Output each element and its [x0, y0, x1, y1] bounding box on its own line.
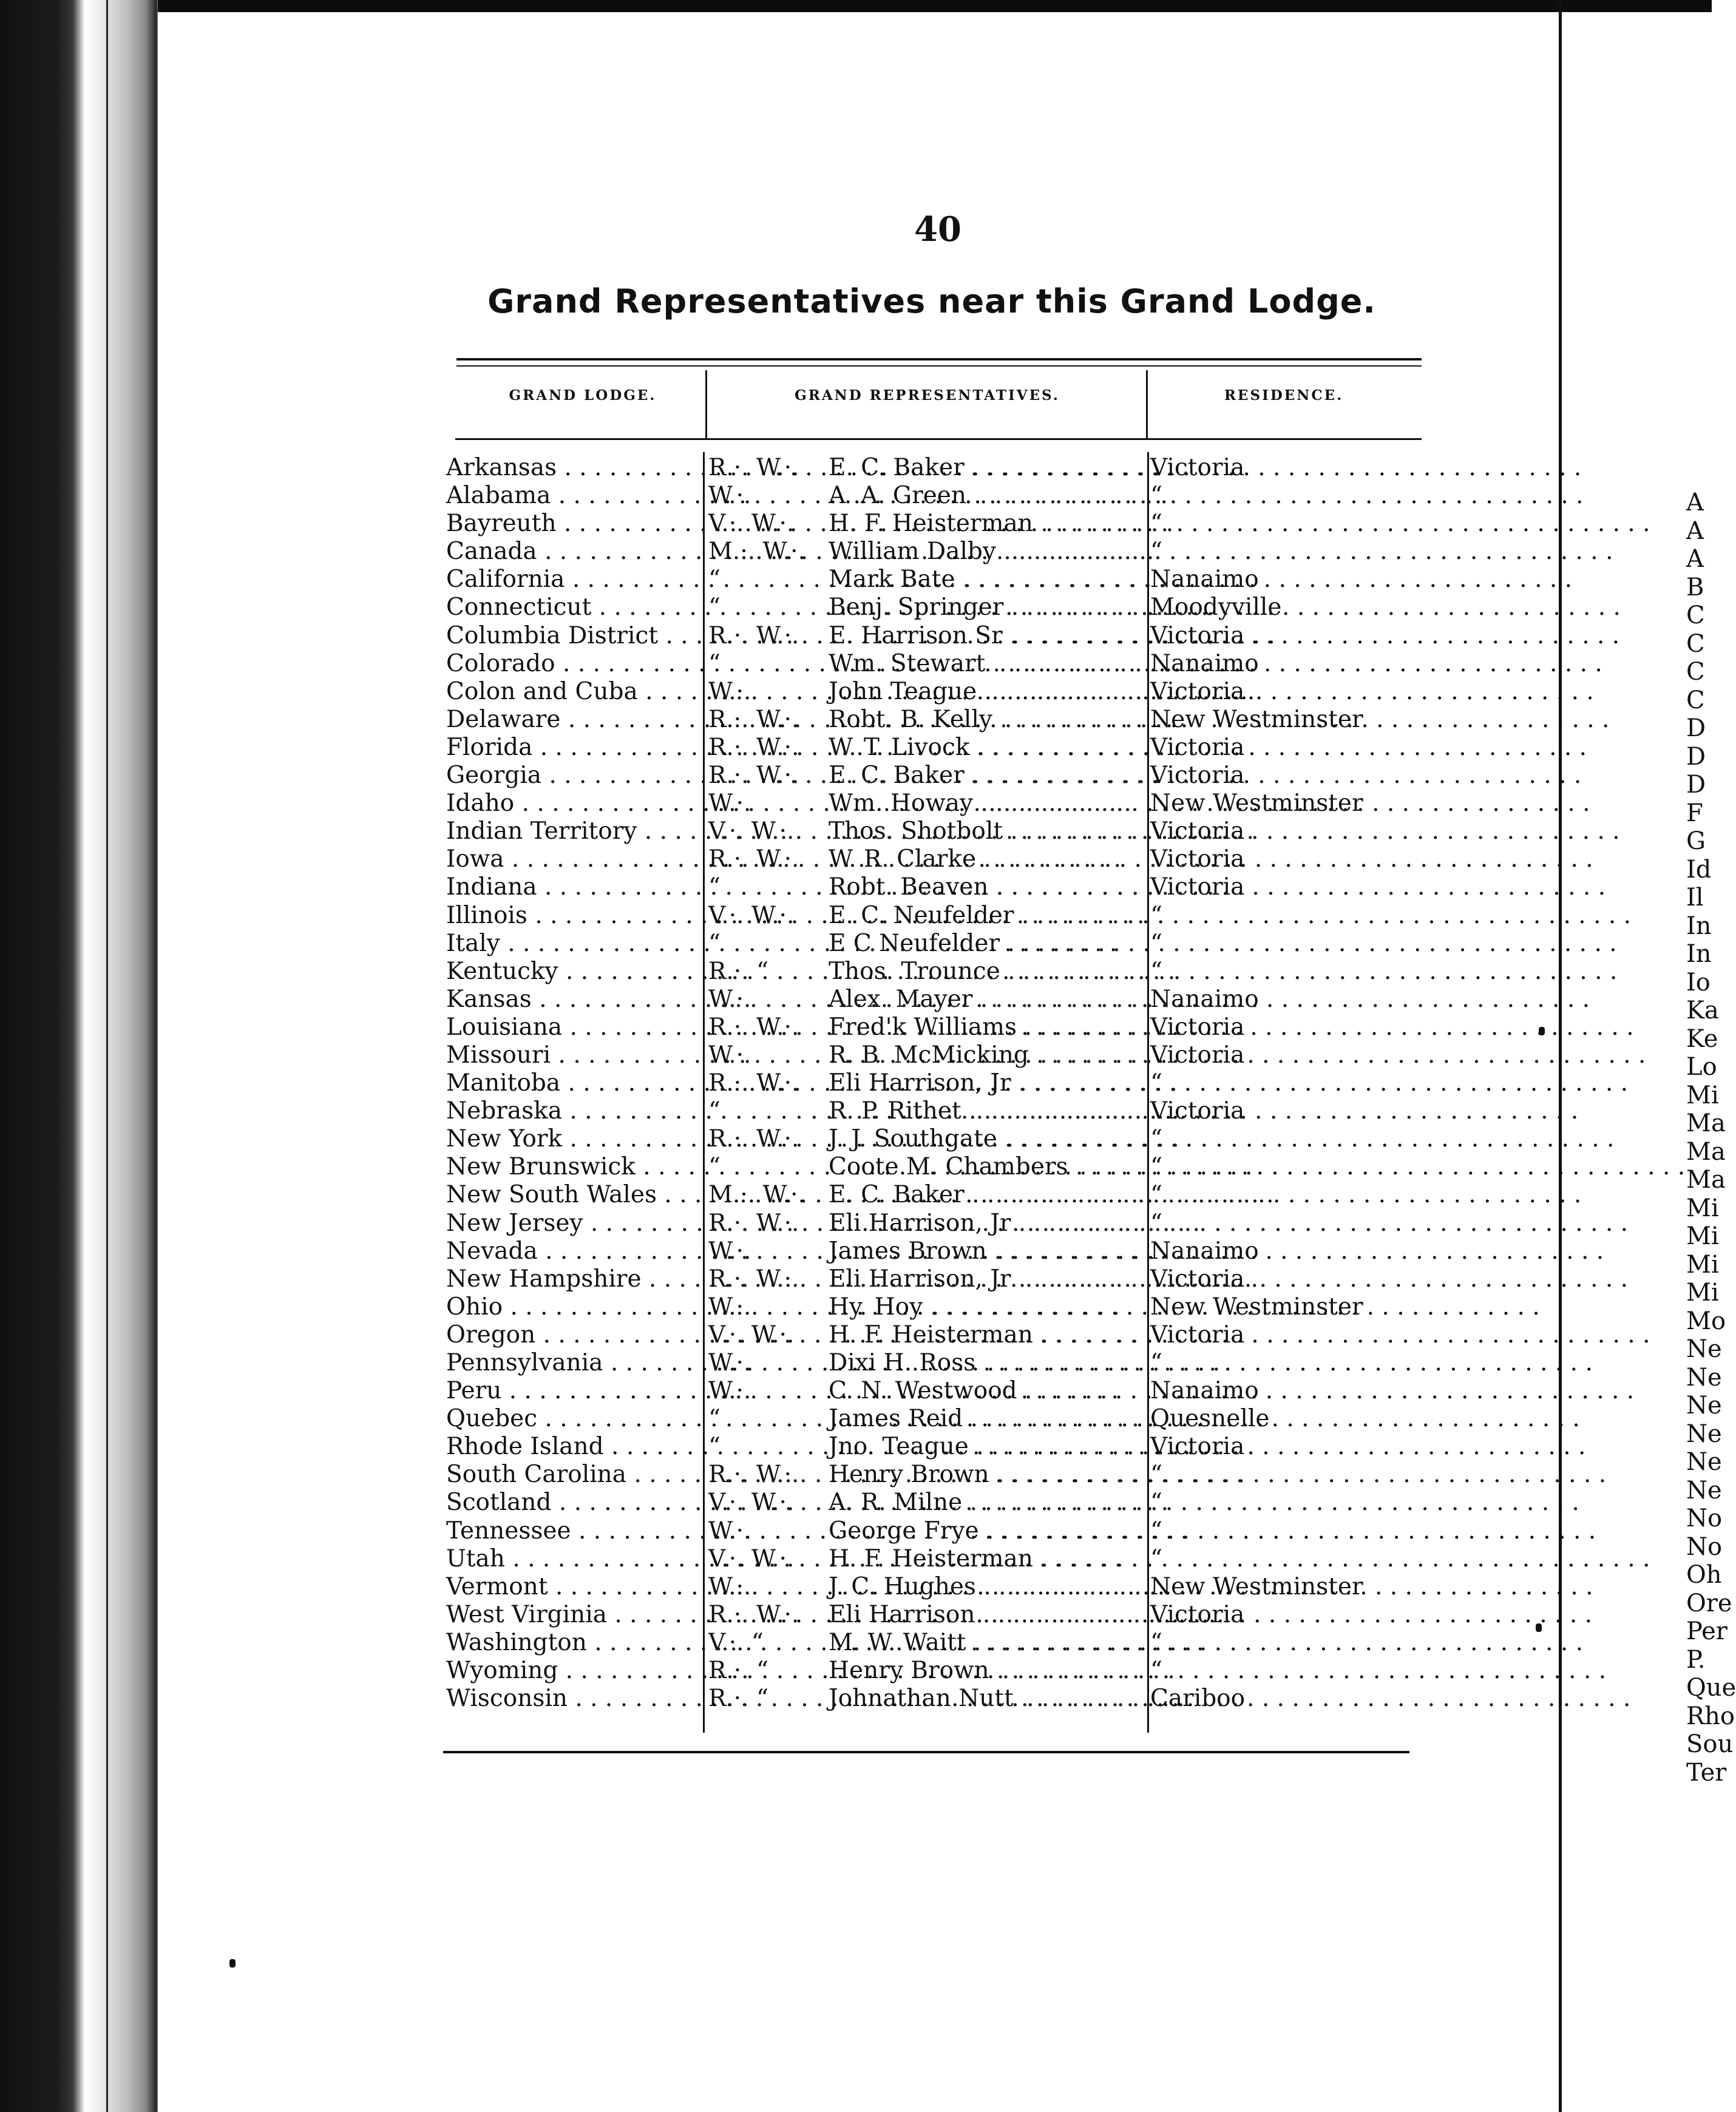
fragment-text: Ma	[1686, 1109, 1726, 1137]
grand-lodge-cell: Alabama . . .	[446, 482, 692, 510]
fragment-text: Mi	[1686, 1222, 1719, 1250]
rank-cell: “	[708, 594, 721, 621]
fragment-text: C	[1686, 686, 1705, 714]
table-row	[446, 1210, 1429, 1237]
grand-lodge-cell: Tennessee . . .	[446, 1517, 692, 1545]
rank-cell: R.·. “	[708, 1657, 768, 1685]
fragment-text: Ter	[1686, 1758, 1727, 1787]
rank-cell: “	[708, 1405, 721, 1433]
representative-cell: R. P. Rithet . . .	[829, 1097, 1132, 1125]
residence-cell: Nanaimo	[1150, 1237, 1259, 1265]
grand-lodge-cell: South Carolina . . .	[446, 1461, 692, 1489]
representative-cell: R. B. McMicking . . .	[829, 1041, 1132, 1069]
grand-lodge-cell: Florida . . .	[446, 734, 692, 762]
fragment-text: D	[1686, 714, 1706, 742]
column-header-grand-lodge: GRAND LODGE.	[509, 387, 657, 404]
fragment-text: Io	[1686, 968, 1711, 997]
rank-cell: “	[708, 1097, 721, 1125]
table-row	[446, 817, 1429, 845]
residence-cell: “	[1150, 901, 1162, 929]
representative-cell: E. C. Baker . . .	[829, 1181, 1132, 1209]
grand-lodge-cell: Manitoba . . .	[446, 1069, 692, 1097]
representative-cell: James Reid . . .	[829, 1405, 1132, 1433]
residence-cell: Victoria	[1150, 677, 1245, 705]
table-row	[446, 1685, 1429, 1713]
representative-cell: Eli Harrison, Jr . . .	[829, 1265, 1132, 1293]
representative-cell: Eli Harrison . . .	[829, 1601, 1132, 1629]
representative-cell: Benj. Springer . . .	[829, 594, 1132, 621]
rank-cell: M.·. W.·.	[708, 1181, 805, 1209]
representative-cell: Robt. Beaven . . .	[829, 873, 1132, 901]
table-row	[446, 1377, 1429, 1405]
rank-cell: R.·. W.·.	[708, 1265, 799, 1293]
representative-cell: A. R. Milne . . .	[829, 1489, 1132, 1517]
grand-lodge-cell: Italy . . .	[446, 930, 692, 958]
representative-cell: W. T. Livock . . .	[829, 734, 1132, 762]
fragment-text: F	[1686, 799, 1703, 827]
fragment-text: Oh	[1686, 1561, 1722, 1589]
grand-lodge-cell: Nevada . . .	[446, 1237, 692, 1265]
grand-lodge-cell: Washington . . .	[446, 1629, 692, 1657]
rank-cell: V.·. W.·.	[708, 1489, 795, 1517]
residence-cell: Victoria	[1150, 1600, 1245, 1628]
fragment-text: C	[1686, 601, 1705, 629]
header-rule	[455, 438, 1422, 440]
column-header-grand-representatives: GRAND REPRESENTATIVES.	[795, 387, 1060, 404]
grand-lodge-cell: Delaware . . .	[446, 706, 692, 734]
representative-cell: William Dalby . . .	[829, 538, 1132, 566]
rank-cell: W.·.	[708, 1293, 751, 1321]
fragment-text: Il	[1686, 884, 1704, 912]
table-row	[446, 1069, 1429, 1097]
rank-cell: R.·. W.·.	[708, 705, 799, 733]
residence-cell: “	[1150, 929, 1162, 957]
header-double-rule	[456, 358, 1422, 367]
column-divider	[1146, 370, 1148, 438]
fragment-text: Mi	[1686, 1081, 1719, 1109]
grand-lodge-cell: Columbia District . . .	[446, 622, 692, 650]
representative-cell: Alex. Mayer . . .	[829, 986, 1132, 1014]
residence-cell: Victoria	[1150, 762, 1245, 790]
rank-cell: V.·. W.·.	[708, 1545, 795, 1572]
representative-cell: E C Neufelder . . .	[829, 930, 1132, 958]
representative-cell: Eli Harrison, Jr . . .	[829, 1210, 1132, 1237]
table-row	[446, 1014, 1429, 1041]
rank-cell: V.·. W.·.	[708, 510, 795, 538]
representative-cell: George Frye . . .	[829, 1517, 1132, 1545]
grand-lodge-cell: Utah . . .	[446, 1545, 692, 1573]
fragment-text: A	[1686, 516, 1704, 545]
table-row	[446, 958, 1429, 986]
rank-cell: M.·. W.·.	[708, 538, 805, 566]
grand-lodge-cell: Oregon . . .	[446, 1321, 692, 1349]
grand-lodge-cell: Louisiana . . .	[446, 1014, 692, 1041]
grand-lodge-cell: Wisconsin . . .	[446, 1685, 692, 1713]
table-row	[446, 1433, 1429, 1461]
representative-cell: E. C. Neufelder . . .	[829, 902, 1132, 930]
rank-cell: R.·. W.·.	[708, 762, 799, 790]
representative-cell: H. F. Heisterman . . .	[829, 510, 1132, 538]
representative-cell: Wm. Howay . . .	[829, 790, 1132, 817]
representative-cell: A .A. Green . . .	[829, 482, 1132, 510]
rank-cell: W.·.	[708, 985, 751, 1013]
table-row	[446, 986, 1429, 1014]
table-row	[446, 1153, 1429, 1181]
table-row	[446, 1293, 1429, 1321]
column-header-residence: RESIDENCE.	[1224, 387, 1344, 404]
grand-lodge-cell: Arkansas . . .	[446, 454, 692, 482]
grand-lodge-cell: New South Wales . . .	[446, 1181, 692, 1209]
representative-cell: Johnathan Nutt . . .	[829, 1685, 1132, 1713]
representative-cell: E. C. Baker . . .	[829, 762, 1132, 790]
residence-cell: New Westminster	[1150, 790, 1363, 817]
fragment-text: Ne	[1686, 1420, 1722, 1448]
grand-lodge-cell: Peru . . .	[446, 1377, 692, 1405]
rank-cell: R.·. W.·.	[708, 1600, 799, 1628]
residence-cell: Victoria	[1150, 1041, 1245, 1069]
rank-cell: “	[708, 929, 721, 957]
grand-lodge-cell: Nebraska . . .	[446, 1097, 692, 1125]
representative-cell: James Brown . . .	[829, 1237, 1132, 1265]
representatives-table	[446, 454, 1429, 1713]
fragment-text: Mo	[1686, 1307, 1726, 1335]
fragment-text: Rho	[1686, 1702, 1735, 1730]
fragment-text: C	[1686, 658, 1705, 686]
table-bottom-rule	[443, 1751, 1409, 1753]
residence-cell: “	[1150, 1181, 1162, 1209]
residence-cell: “	[1150, 1349, 1162, 1376]
fragment-text: P.	[1686, 1645, 1706, 1674]
fragment-text: Ne	[1686, 1448, 1722, 1476]
grand-lodge-cell: Ohio . . .	[446, 1293, 692, 1321]
fragment-text: Id	[1686, 855, 1712, 884]
residence-cell: Victoria	[1150, 873, 1245, 901]
scan-speck	[1539, 1027, 1545, 1035]
rank-cell: R.·. W.·.	[708, 621, 799, 649]
residence-cell: Victoria	[1150, 817, 1245, 845]
representative-cell: Dixi H. Ross . . .	[829, 1349, 1132, 1377]
table-row	[446, 650, 1429, 678]
residence-cell: “	[1150, 1069, 1162, 1097]
table-row	[446, 1601, 1429, 1629]
representative-cell: J. J. Southgate . . .	[829, 1125, 1132, 1153]
fragment-text: Ne	[1686, 1392, 1722, 1420]
grand-lodge-cell: Pennsylvania . . .	[446, 1349, 692, 1377]
table-row	[446, 1321, 1429, 1349]
fragment-text: A	[1686, 545, 1704, 573]
table-row	[446, 706, 1429, 734]
residence-cell: Victoria	[1150, 733, 1245, 761]
grand-lodge-cell: California . . .	[446, 566, 692, 594]
grand-lodge-cell: Missouri . . .	[446, 1041, 692, 1069]
rank-cell: R.·. W.·.	[708, 1125, 799, 1153]
residence-cell: New Westminster	[1150, 705, 1363, 733]
table-row	[446, 902, 1429, 930]
representative-cell: C. N. Westwood . . .	[829, 1377, 1132, 1405]
grand-lodge-cell: Colon and Cuba . . .	[446, 678, 692, 706]
rank-cell: W.·.	[708, 1041, 751, 1069]
table-row	[446, 1265, 1429, 1293]
fragment-text: No	[1686, 1532, 1723, 1561]
fragment-text: Ne	[1686, 1363, 1722, 1392]
rank-cell: W.·.	[708, 1517, 751, 1545]
grand-lodge-cell: West Virginia . . .	[446, 1601, 692, 1629]
page-title: Grand Representatives near this Grand Lodge.	[487, 282, 1376, 320]
table-row	[446, 1461, 1429, 1489]
grand-lodge-cell: Colorado . . .	[446, 650, 692, 678]
grand-lodge-cell: Idaho . . .	[446, 790, 692, 817]
grand-lodge-cell: Rhode Island . . .	[446, 1433, 692, 1461]
representative-cell: Fred'k Williams . . .	[829, 1014, 1132, 1041]
table-row	[446, 594, 1429, 621]
rank-cell: “	[708, 1433, 721, 1461]
fragment-text: No	[1686, 1504, 1723, 1532]
table-row	[446, 1405, 1429, 1433]
fragment-text: Ne	[1686, 1335, 1722, 1363]
table-row	[446, 1489, 1429, 1517]
fragment-text: D	[1686, 742, 1706, 771]
rank-cell: R.·. W.·.	[708, 1209, 799, 1237]
rank-cell: R.·. W.·.	[708, 1069, 799, 1097]
grand-lodge-cell: Indiana . . .	[446, 873, 692, 901]
residence-cell: Victoria	[1150, 1265, 1245, 1293]
rank-cell: W.·.	[708, 482, 751, 510]
table-row	[446, 1181, 1429, 1209]
fragment-text: C	[1686, 629, 1705, 658]
table-row	[446, 1657, 1429, 1685]
rank-cell: R.·. “	[708, 1685, 768, 1713]
adjacent-page-fragment	[1686, 489, 1736, 1787]
table-row	[446, 1629, 1429, 1657]
residence-cell: “	[1150, 1657, 1162, 1685]
residence-cell: Victoria	[1150, 1013, 1245, 1041]
scan-speck	[229, 1959, 236, 1968]
residence-cell: “	[1150, 1125, 1162, 1153]
residence-cell: “	[1150, 1489, 1162, 1517]
table-row	[446, 678, 1429, 706]
grand-lodge-cell: Indian Territory . . .	[446, 817, 692, 845]
fragment-text: Mi	[1686, 1250, 1719, 1279]
residence-cell: Victoria	[1150, 621, 1245, 649]
fragment-text: G	[1686, 827, 1706, 855]
residence-cell: Quesnelle	[1150, 1405, 1270, 1433]
residence-cell: New Westminster	[1150, 1572, 1363, 1600]
table-row	[446, 510, 1429, 538]
residence-cell: “	[1150, 1209, 1162, 1237]
rank-cell: W.·.	[708, 1572, 751, 1600]
grand-lodge-cell: Kansas . . .	[446, 986, 692, 1014]
fragment-text: Ma	[1686, 1137, 1726, 1166]
table-row	[446, 1517, 1429, 1545]
grand-lodge-cell: Kentucky . . .	[446, 958, 692, 986]
rank-cell: “	[708, 873, 721, 901]
residence-cell: “	[1150, 1628, 1162, 1656]
rank-cell: R.·. “	[708, 957, 768, 985]
grand-lodge-cell: Canada . . .	[446, 538, 692, 566]
fragment-text: Ke	[1686, 1024, 1718, 1053]
grand-lodge-cell: Vermont . . .	[446, 1573, 692, 1601]
table-row	[446, 1125, 1429, 1153]
table-row	[446, 482, 1429, 510]
fragment-text: Ore	[1686, 1589, 1732, 1617]
rank-cell: W.·.	[708, 677, 751, 705]
fragment-text: In	[1686, 912, 1712, 940]
representative-cell: Eli Harrison, Jr . . .	[829, 1069, 1132, 1097]
table-row	[446, 1237, 1429, 1265]
table-row	[446, 1573, 1429, 1601]
fragment-text: Que	[1686, 1674, 1736, 1702]
representative-cell: H. F. Heisterman . . .	[829, 1321, 1132, 1349]
fragment-text: Mi	[1686, 1279, 1719, 1307]
rank-cell: R.·. W.·.	[708, 1013, 799, 1041]
representative-cell: John Teague . . .	[829, 678, 1132, 706]
representative-cell: Coote M. Chambers . . .	[829, 1153, 1132, 1181]
rank-cell: R.·. W.·.	[708, 1461, 799, 1489]
fragment-text: Sou	[1686, 1730, 1734, 1758]
fragment-text: Mi	[1686, 1194, 1719, 1222]
table-row	[446, 1041, 1429, 1069]
rank-cell: W.·.	[708, 1237, 751, 1265]
rank-cell: R.·. W.·.	[708, 733, 799, 761]
fragment-text: Ka	[1686, 997, 1719, 1024]
representative-cell: H. F. Heisterman . . .	[829, 1545, 1132, 1573]
residence-cell: Nanaimo	[1150, 649, 1259, 677]
page-number: 40	[914, 209, 961, 249]
rank-cell: V.·. W.·.	[708, 817, 795, 845]
book-binding-edge	[0, 0, 158, 2112]
grand-lodge-cell: Bayreuth . . .	[446, 510, 692, 538]
fragment-text: D	[1686, 771, 1706, 799]
representative-cell: Wm. Stewart . . .	[829, 650, 1132, 678]
grand-lodge-cell: New Brunswick . . .	[446, 1153, 692, 1181]
rank-cell: W.·.	[708, 1377, 751, 1405]
residence-cell: “	[1150, 482, 1162, 510]
representative-cell: E. C. Baker . . .	[829, 454, 1132, 482]
residence-cell: Victoria	[1150, 1321, 1245, 1349]
grand-lodge-cell: Wyoming . . .	[446, 1657, 692, 1685]
fragment-text: Ma	[1686, 1166, 1726, 1194]
residence-cell: Cariboo	[1150, 1685, 1246, 1713]
table-row	[446, 845, 1429, 873]
fragment-text: B	[1686, 573, 1704, 601]
rank-cell: “	[708, 649, 721, 677]
residence-cell: New Westminster	[1150, 1293, 1363, 1321]
residence-cell: Nanaimo	[1150, 566, 1259, 594]
table-row	[446, 930, 1429, 958]
scan-speck	[1536, 1623, 1542, 1632]
rank-cell: V.·. W.·.	[708, 1321, 795, 1349]
fragment-text: A	[1686, 489, 1704, 516]
table-row	[446, 873, 1429, 901]
fragment-text: Ne	[1686, 1476, 1722, 1504]
fragment-text: In	[1686, 940, 1712, 968]
residence-cell: “	[1150, 957, 1162, 985]
representative-cell: Jno. Teague . . .	[829, 1433, 1132, 1461]
representative-cell: Henry Brown . . .	[829, 1657, 1132, 1685]
representative-cell: Hy. Hoy . . .	[829, 1293, 1132, 1321]
grand-lodge-cell: New Jersey . . .	[446, 1210, 692, 1237]
grand-lodge-cell: Quebec . . .	[446, 1405, 692, 1433]
rank-cell: W.·.	[708, 790, 751, 817]
rank-cell: R.·. W.·.	[708, 845, 799, 873]
residence-cell: “	[1150, 1153, 1162, 1181]
residence-cell: Nanaimo	[1150, 985, 1259, 1013]
table-row	[446, 1097, 1429, 1125]
column-divider	[705, 370, 707, 438]
grand-lodge-cell: Illinois . . .	[446, 902, 692, 930]
rank-cell: “	[708, 566, 721, 594]
table-row	[446, 790, 1429, 817]
rank-cell: W.·.	[708, 1349, 751, 1376]
grand-lodge-cell: New Hampshire . . .	[446, 1265, 692, 1293]
rank-cell: V.·. “	[708, 1628, 764, 1656]
table-row	[446, 454, 1429, 482]
rank-cell: V.·. W.·.	[708, 901, 795, 929]
residence-cell: “	[1150, 1461, 1162, 1489]
table-row	[446, 762, 1429, 790]
residence-cell: Victoria	[1150, 454, 1245, 481]
rank-cell: “	[708, 1153, 721, 1181]
residence-cell: Moodyville	[1150, 594, 1282, 621]
residence-cell: “	[1150, 510, 1162, 538]
representative-cell: J. C. Hughes . . .	[829, 1573, 1132, 1601]
grand-lodge-cell: Scotland . . .	[446, 1489, 692, 1517]
table-row	[446, 538, 1429, 566]
residence-cell: Victoria	[1150, 1097, 1245, 1125]
table-row	[446, 1349, 1429, 1377]
residence-cell: “	[1150, 538, 1162, 566]
residence-cell: “	[1150, 1517, 1162, 1545]
residence-cell: Victoria	[1150, 845, 1245, 873]
rank-cell: R.·. W.·.	[708, 454, 799, 481]
representative-cell: W. R. Clarke . . .	[829, 845, 1132, 873]
table-row	[446, 734, 1429, 762]
representative-cell: M. W. Waitt . . .	[829, 1629, 1132, 1657]
fragment-text: Lo	[1686, 1053, 1717, 1081]
grand-lodge-cell: New York . . .	[446, 1125, 692, 1153]
fragment-text: Per	[1686, 1617, 1728, 1645]
representative-cell: Thos. Trounce . . .	[829, 958, 1132, 986]
table-row	[446, 1545, 1429, 1573]
residence-cell: Victoria	[1150, 1433, 1245, 1461]
table-row	[446, 566, 1429, 594]
grand-lodge-cell: Iowa . . .	[446, 845, 692, 873]
table-row	[446, 622, 1429, 650]
representative-cell: E. Harrison Sr . . .	[829, 622, 1132, 650]
grand-lodge-cell: Georgia . . .	[446, 762, 692, 790]
residence-cell: Nanaimo	[1150, 1377, 1259, 1405]
representative-cell: Henry Brown . . .	[829, 1461, 1132, 1489]
representative-cell: Mark Bate . . .	[829, 566, 1132, 594]
representative-cell: Thos. Shotbolt . . .	[829, 817, 1132, 845]
grand-lodge-cell: Connecticut . . .	[446, 594, 692, 621]
representative-cell: Robt. B. Kelly . . .	[829, 706, 1132, 734]
scan-top-border	[0, 0, 1712, 12]
residence-cell: “	[1150, 1545, 1162, 1572]
